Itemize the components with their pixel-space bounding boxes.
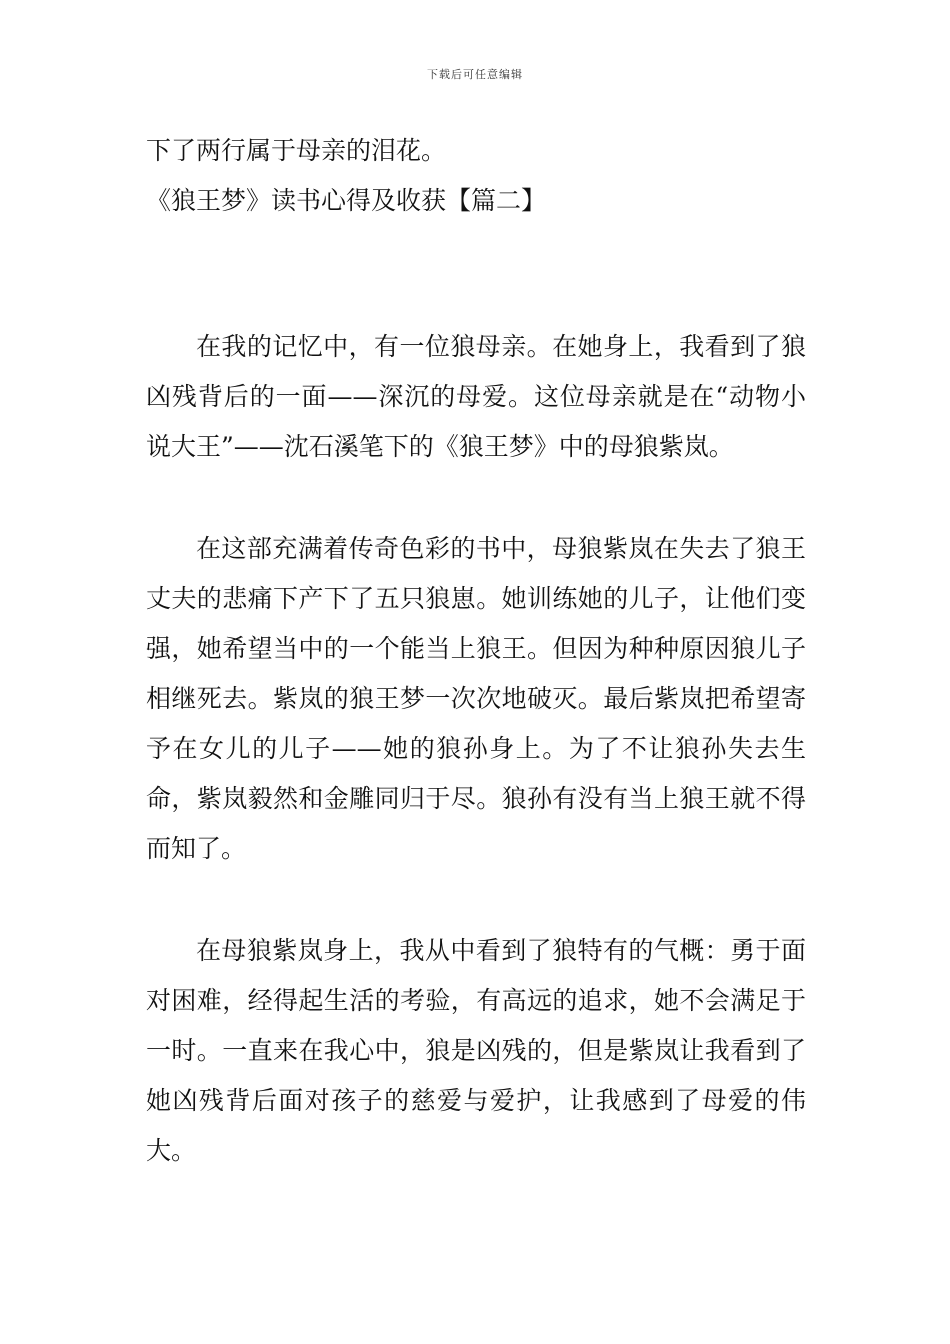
intro-line: 下了两行属于母亲的泪花。 xyxy=(146,136,447,165)
paragraph-2: 在这部充满着传奇色彩的书中，母狼紫岚在失去了狼王丈夫的悲痛下产下了五只狼崽。她训练她的儿子，让他们变强，她希望当中的一个能当上狼王。但因为种种原因狼儿子相继死去。紫岚的狼王梦一次次地破灭。最后紫岚把希望寄予在女儿的儿子——她的狼孙身上。为了不让狼孙失去生命，紫岚毅然和金雕同归于尽。狼孙有没有当上狼王就不得而知了。 xyxy=(146,534,806,863)
paragraph-spacer xyxy=(146,472,806,524)
paragraph-spacer xyxy=(146,874,806,926)
section-spacer xyxy=(146,226,806,326)
section-title: 《狼王梦》读书心得及收获【篇二】 xyxy=(146,186,547,215)
document-body xyxy=(146,126,806,1176)
paragraph-3: 在母狼紫岚身上，我从中看到了狼特有的气概：勇于面对困难，经得起生活的考验，有高远的追求，她不会满足于一时。一直来在我心中，狼是凶残的，但是紫岚让我看到了她凶残背后面对孩子的慈爱与爱护，让我感到了母爱的伟大。 xyxy=(146,936,806,1165)
page-header-note: 下载后可任意编辑 xyxy=(427,68,523,81)
paragraph-1: 在我的记忆中，有一位狼母亲。在她身上，我看到了狼凶残背后的一面——深沉的母爱。这位母亲就是在“动物小说大王”——沈石溪笔下的《狼王梦》中的母狼紫岚。 xyxy=(146,332,806,461)
